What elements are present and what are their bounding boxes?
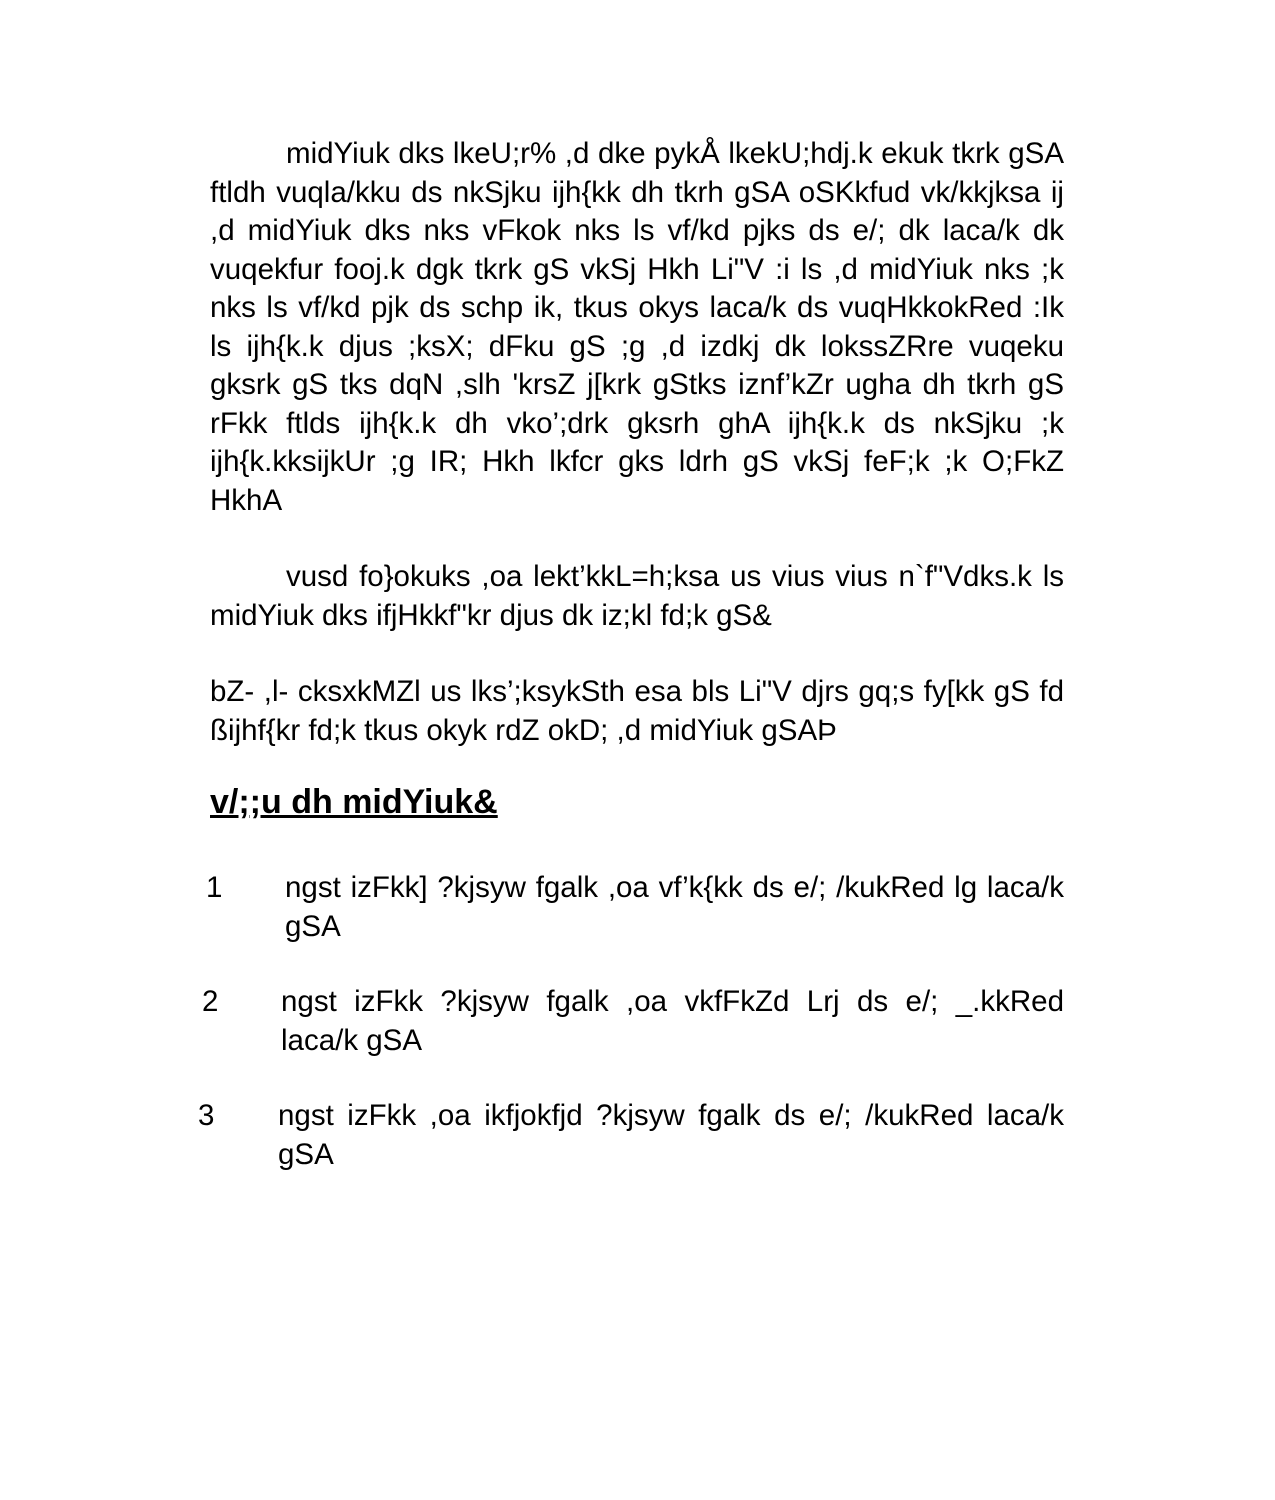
paragraph-1: midYiuk dks lkeU;r% ,d dke pykÅ lkekU;hdj.k ekuk tkrk gSA ftldh vuqla/kku ds nkSjku ijh{kk dh tkrh gSA oSKkfud vk/kkjksa ij ,d midYiuk dks nks vFkok nks ls vf/kd pjks ds e/; dk laca/k dk vuqekfur fooj.k dgk tkrk gS vkSj Hkh Li"V :i ls ,d midYiuk nks ;k nks ls vf/kd pjk ds schp ik, tkus okys laca/k ds vuqHkkokRed :Ik ls ijh{k.k djus ;ksX; dFku gS ;g ,d izdkj dk lokssZRre vuqeku gksrk gS tks dqN ,slh 'krsZ j[krk gStks iznf’kZr ugha dh tkrh gS rFkk ftlds ijh{k.k dh vko’;drk gksrh ghA ijh{k.k ds nkSjku ;k ijh{k.kksijkUr ;g IR; Hkh lkfcr gks ldrh gS vkSj feF;k ;k O;FkZ HkhA	[210, 137, 1064, 517]
list-item	[198, 1096, 1064, 1174]
list-item-number: 1	[206, 871, 223, 904]
list-item	[202, 982, 1064, 1060]
section-heading: v/;;u dh midYiuk&	[210, 783, 498, 821]
document-page	[198, 135, 1064, 1174]
list-item-text: ngst izFkk ?kjsyw fgalk ,oa vkfFkZd Lrj ds e/; _.kkRed laca/k gSA	[281, 985, 1064, 1057]
list-item-text: ngst izFkk ,oa ikfjokfjd ?kjsyw fgalk ds e/; /kukRed laca/k gSA	[278, 1099, 1064, 1171]
list-item-number: 2	[202, 985, 219, 1018]
list-item	[206, 868, 1064, 946]
paragraph-3: bZ- ,l- cksxkMZl us lks’;ksykSth esa bls Li"V djrs gq;s fy[kk gS fd ßijhf{kr fd;k tkus okyk rdZ okD; ,d midYiuk gSAÞ	[210, 675, 1064, 747]
paragraph-2: vusd fo}okuks ,oa lekt’kkL=h;ksa us vius vius n`f"Vdks.k ls midYiuk dks ifjHkkf"kr djus dk iz;kl fd;k gS&	[210, 560, 1064, 632]
list-item-number: 3	[198, 1099, 215, 1132]
list-item-text: ngst izFkk] ?kjsyw fgalk ,oa vf’k{kk ds e/; /kukRed lg laca/k gSA	[285, 871, 1064, 943]
